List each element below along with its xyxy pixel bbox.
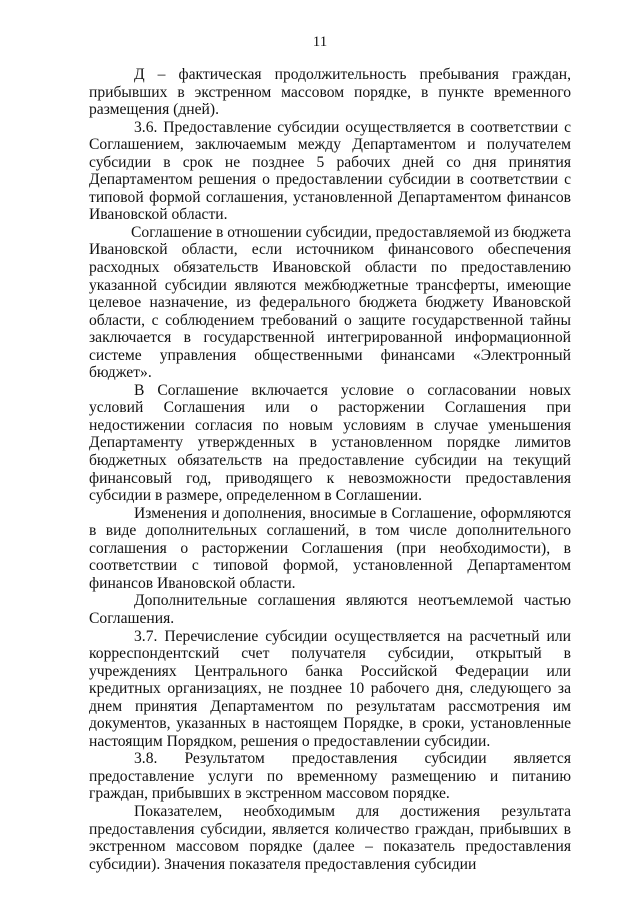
page-number: 11 <box>312 34 328 50</box>
document-body <box>89 66 571 873</box>
paragraph-d-definition: Д – фактическая продолжительность пребывания граждан, прибывших в экстренном массовом порядке, в пункте временного размещения (дней). <box>89 66 571 119</box>
paragraph-amendments: Изменения и дополнения, вносимые в Соглашение, оформляются в виде дополнительных соглашений, в том числе дополнительного соглашения о расторжении Соглашения (при необходимости), в соответствии с типовой формой, установленной Департаментом финансов Ивановской области. <box>89 504 571 592</box>
paragraph-3-7: 3.7. Перечисление субсидии осуществляется на расчетный или корреспондентский счет получателя субсидии, открытый в учреждениях Центрального банка Российской Федерации или кредитных организациях, не позднее 10 рабочего дня, следующего за днем принятия Департаментом по результатам рассмотрения им документов, указанных в настоящем Порядке, в сроки, установленные настоящим Порядком, решения о предоставлении субсидии. <box>89 627 571 750</box>
paragraph-3-6: 3.6. Предоставление субсидии осуществляется в соответствии с Соглашением, заключаемым между Департаментом и получателем субсидии в срок не позднее 5 рабочих дней со дня принятия Департаментом решения о предоставлении субсидии в соответствии с типовой формой соглашения, установленной Департаментом финансов Ивановской области. <box>89 118 571 224</box>
paragraph-3-8: 3.8. Результатом предоставления субсидии является предоставление услуги по временному размещению и питанию граждан, прибывших в экстренном массовом порядке. <box>89 750 571 803</box>
paragraph-indicator: Показателем, необходимым для достижения результата предоставления субсидии, является количество граждан, прибывших в экстренном массовом порядке (далее – показатель предоставления субсидии). Значения показателя предоставления субсидии <box>89 802 571 873</box>
paragraph-additional-agreements: Дополнительные соглашения являются неотъемлемой частью Соглашения. <box>89 592 571 627</box>
paragraph-agreement-conditions: В Соглашение включается условие о согласовании новых условий Соглашения или о расторжении Соглашения при недостижении согласия по новым условиям в случае уменьшения Департаменту утвержденных в установленном порядке лимитов бюджетных обязательств на предоставление субсидии на текущий финансовый год, приводящего к невозможности предоставления субсидии в размере, определенном в Соглашении. <box>89 381 571 505</box>
paragraph-agreement-budget: Соглашение в отношении субсидии, предоставляемой из бюджета Ивановской области, если источником финансового обеспечения расходных обязательств Ивановской области по предоставлению указанной субсидии являются межбюджетные трансферты, имеющие целевое назначение, из федерального бюджета бюджету Ивановской области, с соблюдением требований о защите государственной тайны заключается в государственной интегрированной информационной системе управления общественными финансами «Электронный бюджет». <box>89 223 571 382</box>
